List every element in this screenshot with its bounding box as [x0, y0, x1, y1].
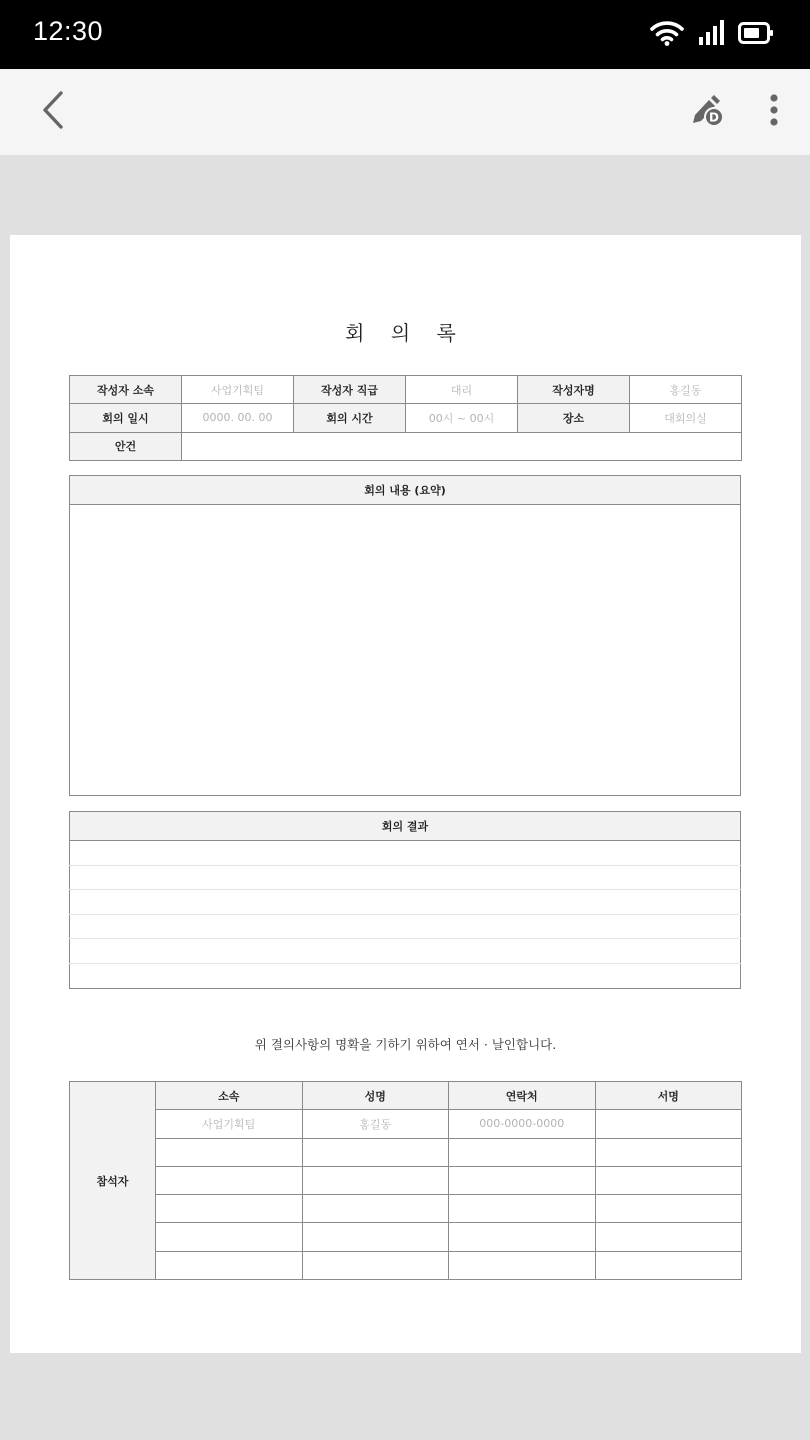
meeting-info-table	[69, 375, 742, 461]
author-name-label: 작성자명	[518, 376, 630, 404]
attendee-contact	[449, 1166, 596, 1194]
author-name-value: 홍길동	[630, 376, 742, 404]
status-time: 12:30	[33, 16, 104, 46]
agenda-label: 안건	[70, 432, 182, 460]
wifi-icon	[650, 20, 684, 46]
meeting-time-value: 00시 ~ 00시	[406, 404, 518, 432]
attendee-dept-header: 소속	[156, 1082, 303, 1110]
attendees-label: 참석자	[70, 1082, 156, 1280]
attendee-sign	[595, 1251, 742, 1279]
attendee-sign	[595, 1223, 742, 1251]
attendee-sign-header: 서명	[595, 1082, 742, 1110]
meeting-date-value: 0000. 00. 00	[182, 404, 294, 432]
attendee-name	[302, 1223, 449, 1251]
author-rank-value: 대리	[406, 376, 518, 404]
more-vert-icon	[769, 93, 779, 131]
attendee-contact	[449, 1138, 596, 1166]
attendee-sign	[595, 1195, 742, 1223]
meeting-summary-table	[69, 475, 741, 796]
svg-text:D: D	[709, 110, 719, 125]
attendee-dept	[156, 1223, 303, 1251]
attendee-dept	[156, 1138, 303, 1166]
author-dept-label: 작성자 소속	[70, 376, 182, 404]
battery-icon	[738, 20, 774, 46]
attendee-sign	[595, 1166, 742, 1194]
attendee-name-header: 성명	[302, 1082, 449, 1110]
confirmation-statement: 위 결의사항의 명확을 기하기 위하여 연서 · 날인합니다.	[254, 1037, 557, 1052]
author-dept-value: 사업기획팀	[182, 376, 294, 404]
back-button[interactable]	[28, 87, 78, 137]
attendee-name: 홍길동	[302, 1110, 449, 1138]
result-line	[70, 914, 741, 939]
attendee-name	[302, 1138, 449, 1166]
document-page	[10, 235, 801, 1353]
chevron-left-icon	[40, 90, 66, 134]
attendee-contact	[449, 1223, 596, 1251]
place-label: 장소	[518, 404, 630, 432]
status-icons	[650, 20, 774, 46]
meeting-time-label: 회의 시간	[294, 404, 406, 432]
summary-body	[70, 505, 741, 796]
status-bar	[0, 0, 810, 69]
result-line	[70, 865, 741, 890]
edit-document-button[interactable]	[682, 87, 732, 137]
attendee-dept	[156, 1195, 303, 1223]
summary-header: 회의 내용 (요약)	[70, 476, 741, 505]
result-line	[70, 963, 741, 988]
attendee-contact-header: 연락처	[449, 1082, 596, 1110]
attendee-name	[302, 1251, 449, 1279]
meeting-result-table	[69, 811, 741, 989]
result-header: 회의 결과	[70, 812, 741, 841]
attendee-dept	[156, 1166, 303, 1194]
attendees-table	[69, 1081, 742, 1280]
app-bar	[0, 69, 810, 155]
signal-icon	[698, 20, 724, 46]
attendee-dept: 사업기획팀	[156, 1110, 303, 1138]
attendee-contact	[449, 1195, 596, 1223]
more-options-button[interactable]	[750, 87, 798, 137]
author-rank-label: 작성자 직급	[294, 376, 406, 404]
attendee-sign	[595, 1138, 742, 1166]
document-viewer[interactable]	[0, 155, 810, 1440]
attendee-contact	[449, 1251, 596, 1279]
attendee-sign	[595, 1110, 742, 1138]
attendee-name	[302, 1195, 449, 1223]
result-line	[70, 939, 741, 964]
pen-edit-icon	[688, 91, 726, 133]
attendee-contact: 000-0000-0000	[449, 1110, 596, 1138]
attendee-name	[302, 1166, 449, 1194]
agenda-value	[182, 432, 742, 460]
place-value: 대회의실	[630, 404, 742, 432]
result-line	[70, 890, 741, 915]
attendee-dept	[156, 1251, 303, 1279]
result-line	[70, 841, 741, 866]
document-title: 회 의 록	[345, 321, 466, 345]
meeting-date-label: 회의 일시	[70, 404, 182, 432]
